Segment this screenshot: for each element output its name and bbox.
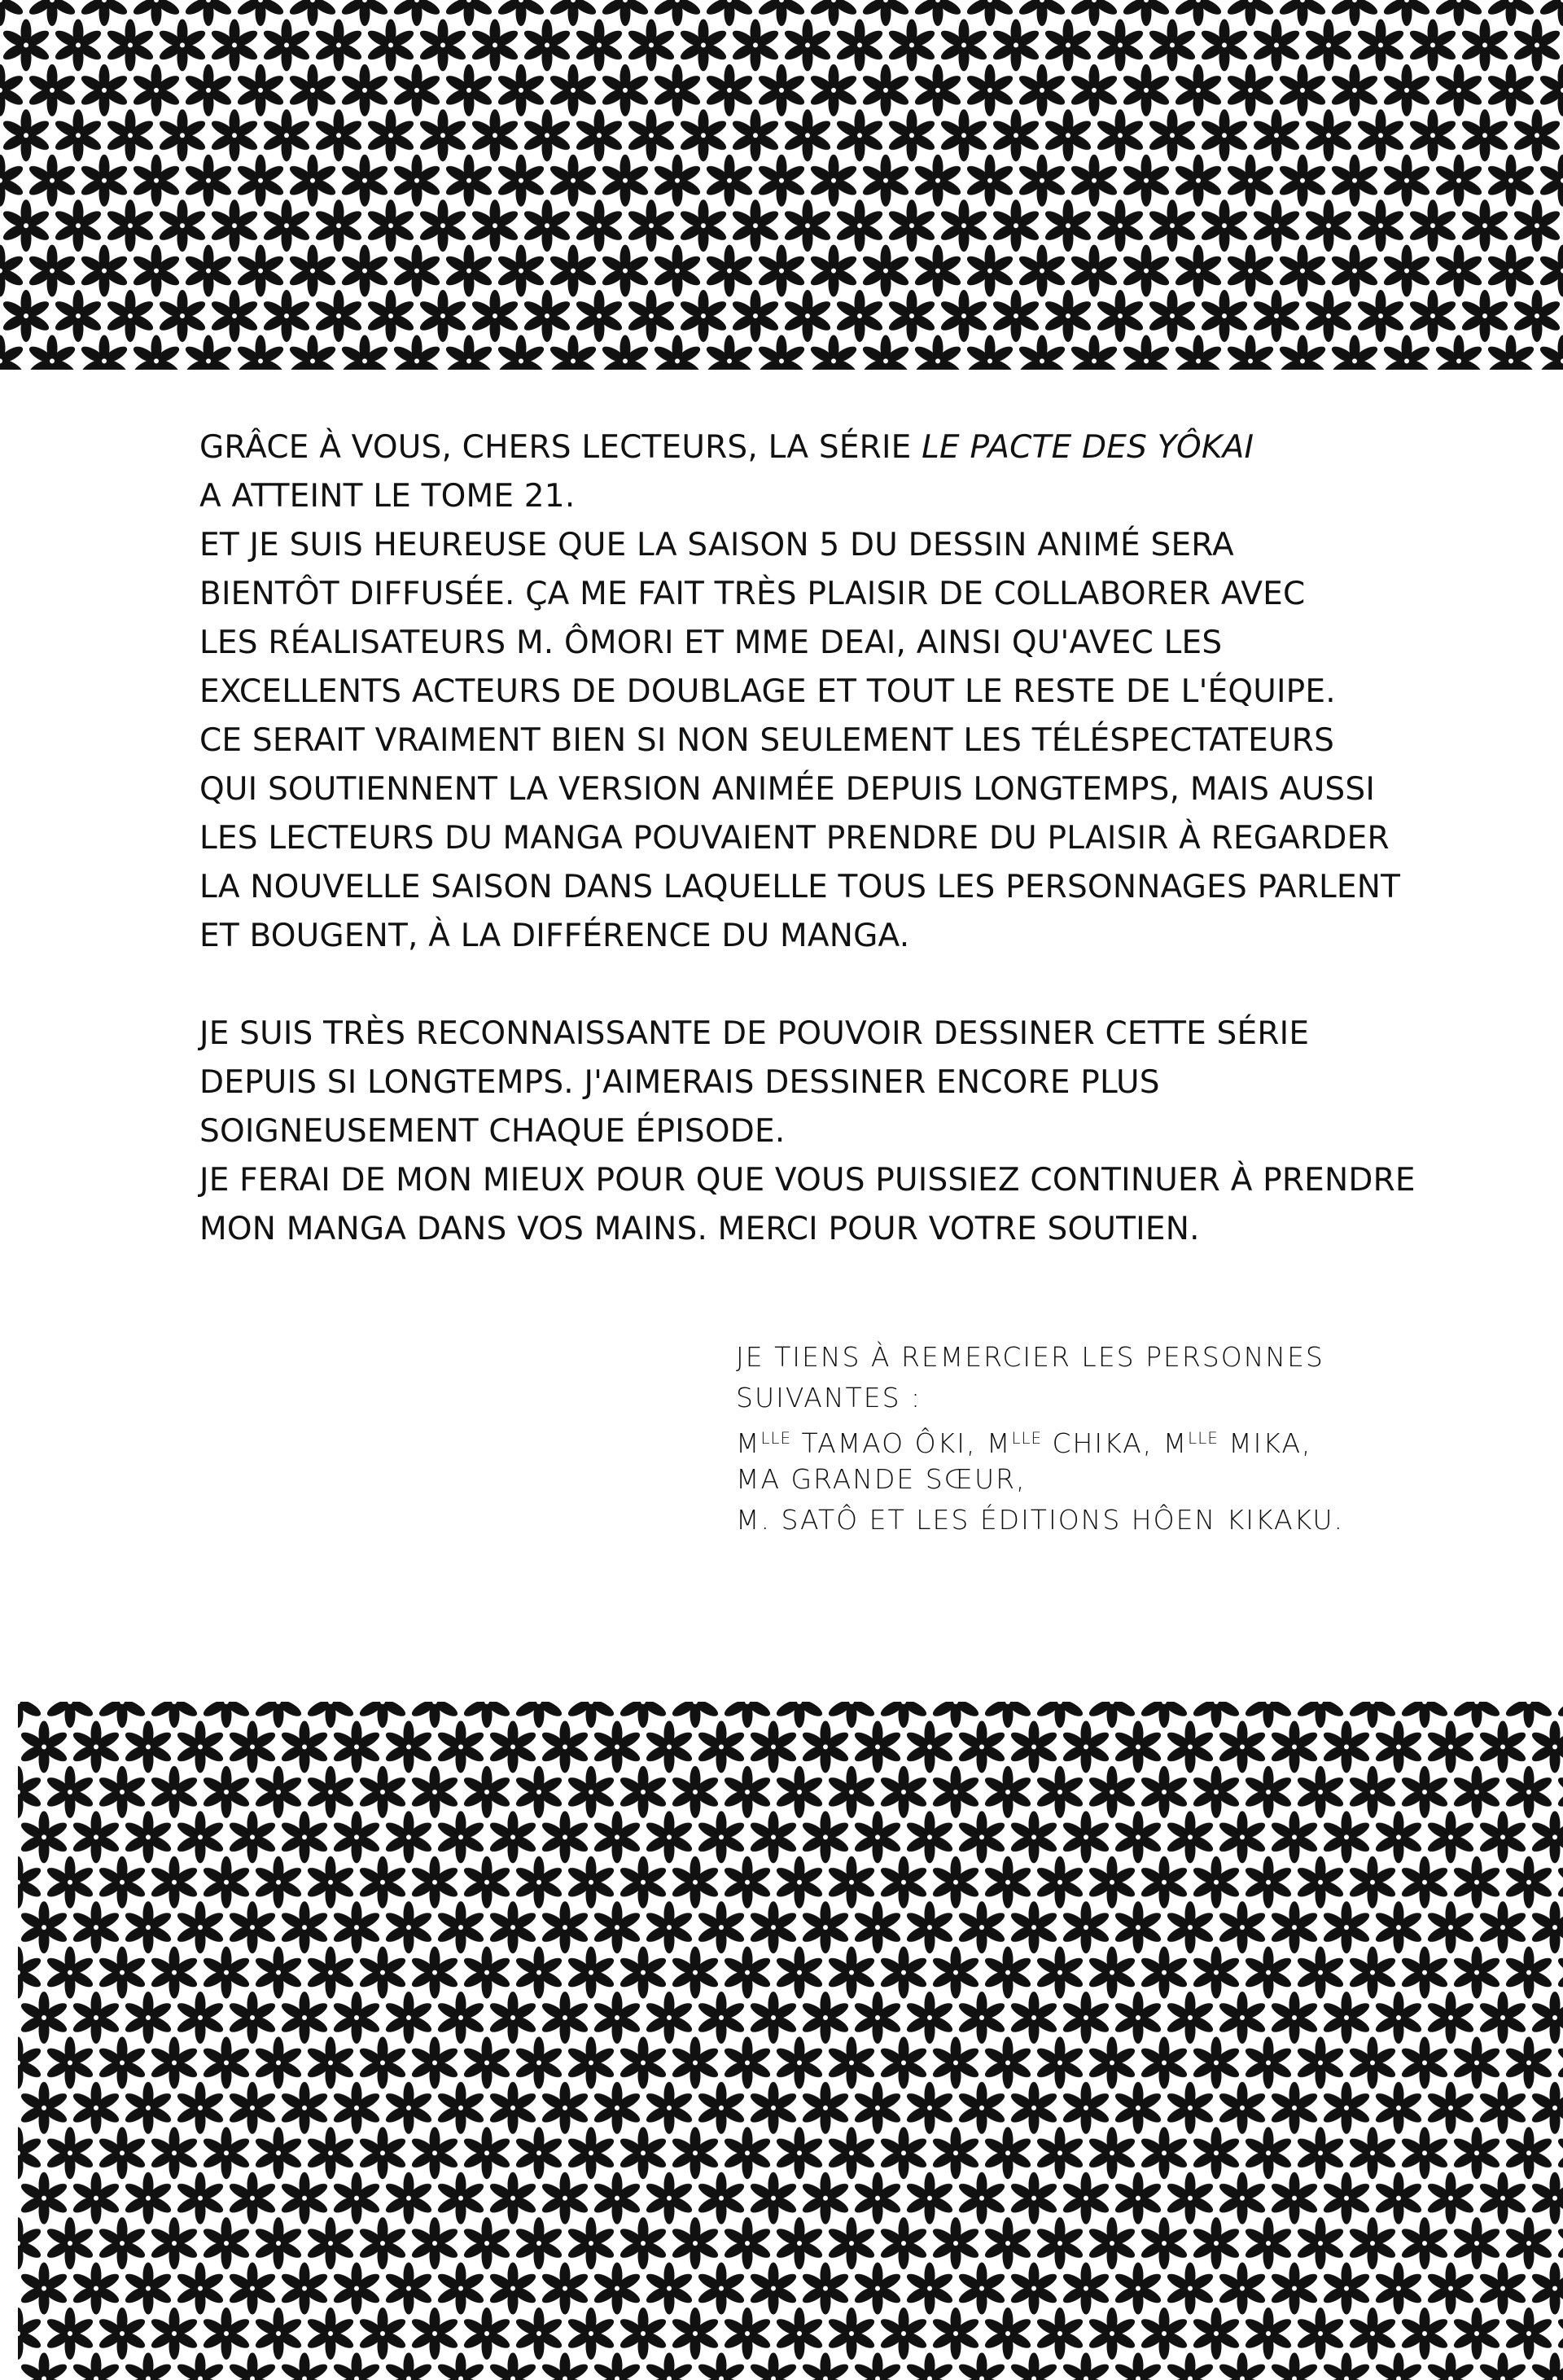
afterword-line: LES RÉALISATEURS M. ÔMORI ET MME DEAI, AINSI QU'AVEC LES — [199, 625, 1223, 661]
afterword-line: QUI SOUTIENNENT LA VERSION ANIMÉE DEPUIS LONGTEMPS, MAIS AUSSI — [199, 771, 1376, 808]
afterword-line: LA NOUVELLE SAISON DANS LAQUELLE TOUS LES PERSONNAGES PARLENT — [199, 869, 1401, 905]
afterword-line: JE FERAI DE MON MIEUX POUR QUE VOUS PUISSIEZ CONTINUER À PRENDRE — [199, 1162, 1416, 1199]
afterword-line: A ATTEINT LE TOME 21. — [199, 478, 576, 515]
thanks-line: MA GRANDE SŒUR, — [736, 1463, 1027, 1495]
acknowledgements — [736, 1337, 1403, 1541]
afterword-line: DEPUIS SI LONGTEMPS. J'AIMERAIS DESSINER ENCORE PLUS — [199, 1064, 1160, 1101]
thanks-line: SUIVANTES : — [736, 1382, 922, 1414]
afterword-text — [199, 423, 1416, 1254]
thanks-line: M. SATÔ ET LES ÉDITIONS HÔEN KIKAKU. — [736, 1504, 1345, 1536]
thanks-line: $M^{LLE}$ TAMAO ÔKI, $M^{LLE}$ CHIKA, $M^{LLE}$ MIKA, — [736, 1427, 1312, 1459]
series-title: LE PACTE DES YÔKAI — [922, 429, 1254, 466]
afterword-line: ET BOUGENT, À LA DIFFÉRENCE DU MANGA. — [199, 918, 910, 954]
thanks-line: JE TIENS À REMERCIER LES PERSONNES — [736, 1341, 1324, 1373]
afterword-line: SOIGNEUSEMENT CHAQUE ÉPISODE. — [199, 1113, 786, 1150]
asanoha-pattern-bottom — [18, 1702, 1563, 2380]
asanoha-pattern-top — [0, 0, 1563, 370]
paragraph-gap — [199, 961, 1339, 1010]
afterword-line: ET JE SUIS HEUREUSE QUE LA SAISON 5 DU DESSIN ANIMÉ SERA — [199, 527, 1234, 563]
afterword-line: JE SUIS TRÈS RECONNAISSANTE DE POUVOIR DESSINER CETTE SÉRIE — [199, 1015, 1310, 1052]
afterword-line: CE SERAIT VRAIMENT BIEN SI NON SEULEMENT LES TÉLÉSPECTATEURS — [199, 722, 1335, 759]
afterword-line: EXCELLENTS ACTEURS DE DOUBLAGE ET TOUT LE RESTE DE L'ÉQUIPE. — [199, 673, 1336, 710]
afterword-line: LES LECTEURS DU MANGA POUVAIENT PRENDRE DU PLAISIR À REGARDER — [199, 820, 1390, 857]
afterword-line: GRÂCE À VOUS, CHERS LECTEURS, LA SÉRIE LE PACTE DES YÔKAI — [199, 429, 1254, 466]
afterword-line: MON MANGA DANS VOS MAINS. MERCI POUR VOTRE SOUTIEN. — [199, 1211, 1200, 1247]
afterword-line: BIENTÔT DIFFUSÉE. ÇA ME FAIT TRÈS PLAISIR DE COLLABORER AVEC — [199, 576, 1306, 612]
